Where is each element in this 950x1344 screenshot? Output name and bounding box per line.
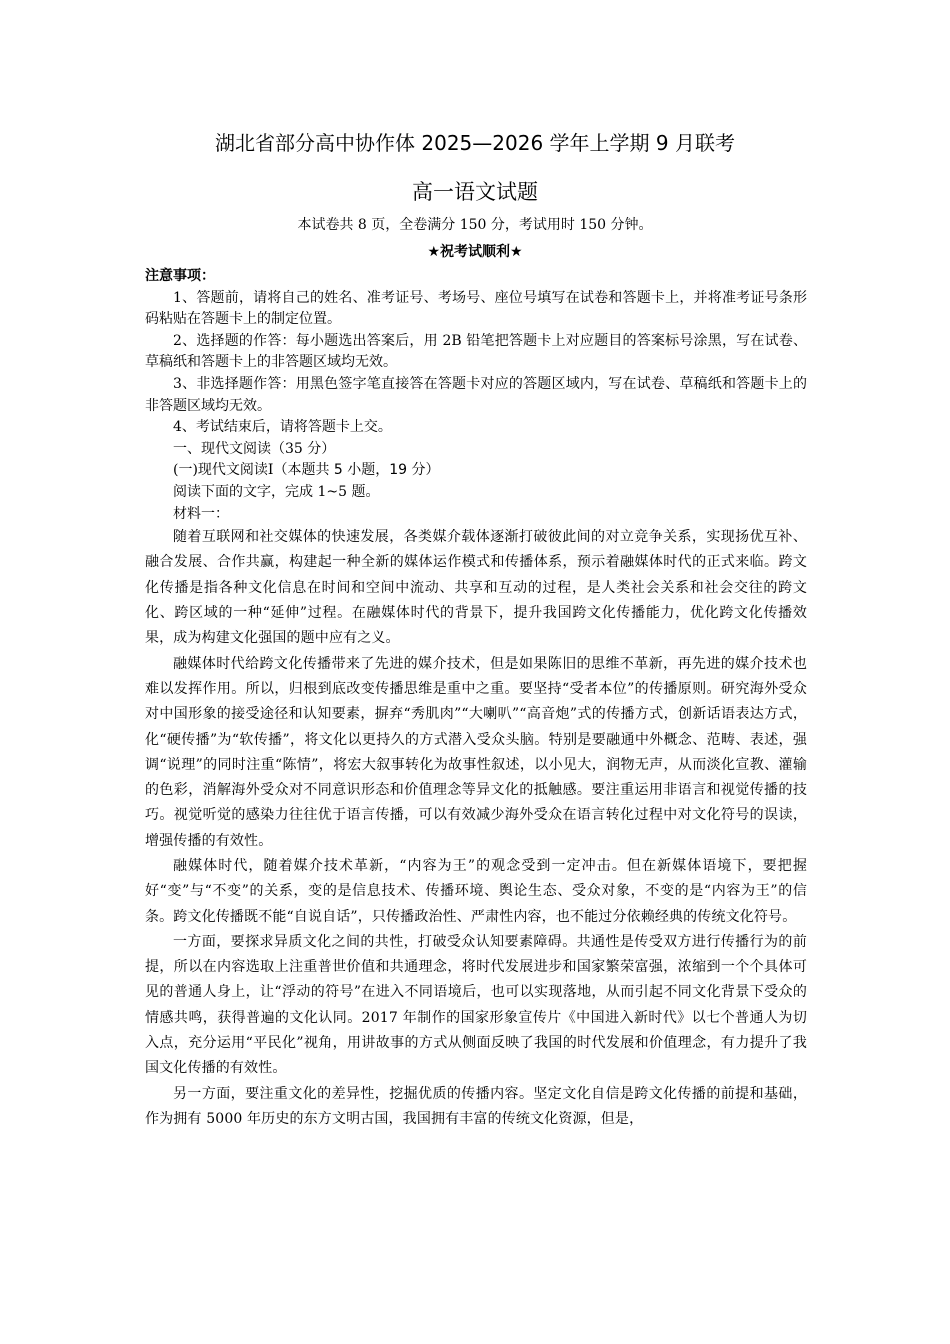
exam-wish: ★祝考试顺利★ (427, 244, 523, 260)
reading-passage (145, 525, 807, 1132)
note-item-2: 2、选择题的作答：每小题选出答案后，用 2B 铅笔把答题卡上对应题目的答案标号涂黑，写在试卷、草稿纸和答题卡上的非答题区域均无效。 (145, 332, 807, 371)
note-item-4: 4、考试结束后，请将答题卡上交。 (173, 419, 392, 436)
exam-info: 本试卷共 8 页，全卷满分 150 分，考试用时 150 分钟。 (297, 217, 653, 233)
note-item-3: 3、非选择题作答：用黑色签字笔直接答在答题卡对应的答题区域内，写在试卷、草稿纸和答题卡上的非答题区域均无效。 (145, 375, 807, 414)
exam-title: 湖北省部分高中协作体 2025—2026 学年上学期 9 月联考 (215, 131, 735, 155)
passage-paragraph-5: 另一方面，要注重文化的差异性，挖掘优质的传播内容。坚定文化自信是跨文化传播的前提和基础，作为拥有 5000 年历史的东方文明古国，我国拥有丰富的传统文化资源，但是， (145, 1085, 807, 1127)
section-instruction: 阅读下面的文字，完成 1~5 题。 (173, 483, 380, 500)
notes-heading: 注意事项： (145, 268, 215, 284)
passage-paragraph-2: 融媒体时代给跨文化传播带来了先进的媒介技术，但是如果陈旧的思维不革新，再先进的媒介技术也难以发挥作用。所以，归根到底改变传播思维是重中之重。要坚持“受者本位”的传播原则。研究海外受众对中国形象的接受途径和认知要素，摒弃“秀肌肉”“大喇叭”“高音炮”式的传播方式，创新话语表达方式，化“硬传播”为“软传播”，将文化以更持久的方式潜入受众头脑。特别是要融通中外概念、范畴、表述，强调“说理”的同时注重“陈情”，将宏大叙事转化为故事性叙述，以小见大，润物无声，从而淡化宣教、灌输的色彩，消解海外受众对不同意识形态和价值理念等异文化的抵触感。要注重运用非语言和视觉传播的技巧。视觉听觉的感染力往往优于语言传播，可以有效减少海外受众在语言转化过程中对文化符号的误读，增强传播的有效性。 (145, 655, 807, 849)
section-sub-heading (145, 460, 807, 482)
note-item-1: 1、答题前，请将自己的姓名、准考证号、考场号、座位号填写在试卷和答题卡上，并将准考证号条形码粘贴在答题卡上的制定位置。 (145, 289, 807, 328)
section-sub-suffix: （本题共 5 小题，19 分） (273, 462, 440, 479)
passage-paragraph-1: 随着互联网和社交媒体的快速发展，各类媒介载体逐渐打破彼此间的对立竞争关系，实现扬优互补、融合发展、合作共赢，构建起一种全新的媒体运作模式和传播体系，预示着融媒体时代的正式来临。跨文化传播是指各种文化信息在时间和空间中流动、共享和互动的过程，是人类社会关系和社会交往的跨文化、跨区域的一种“延伸”过程。在融媒体时代的背景下，提升我国跨文化传播能力，优化跨文化传播效果，成为构建文化强国的题中应有之义。 (145, 529, 807, 647)
exam-content (145, 266, 807, 1132)
exam-subtitle: 高一语文试题 (412, 180, 538, 204)
section-sub-prefix: (一)现代文阅读Ⅰ (173, 462, 274, 479)
passage-paragraph-4: 一方面，要探求异质文化之间的共性，打破受众认知要素障碍。共通性是传受双方进行传播行为的前提，所以在内容选取上注重普世价值和共通理念，将时代发展进步和国家繁荣富强，浓缩到一个个具体可见的普通人身上，让“浮动的符号”在进入不同语境后，也可以实现落地，从而引起不同文化背景下受众的情感共鸣，获得普遍的文化认同。2017 年制作的国家形象宣传片《中国进入新时代》以七个普通人为切入点，充分运用“平民化”视角，用讲故事的方式从侧面反映了我国的时代发展和价值理念，有力提升了我国文化传播的有效性。 (145, 933, 807, 1077)
passage-paragraph-3: 融媒体时代，随着媒介技术革新，“内容为王”的观念受到一定冲击。但在新媒体语境下，要把握好“变”与“不变”的关系，变的是信息技术、传播环境、舆论生态、受众对象，不变的是“内容为王”的信条。跨文化传播既不能“自说自话”，只传播政治性、严肃性内容，也不能过分依赖经典的传统文化符号。 (145, 857, 807, 925)
section-part-heading: 一、现代文阅读（35 分） (173, 440, 336, 457)
material-label: 材料一： (173, 505, 229, 522)
